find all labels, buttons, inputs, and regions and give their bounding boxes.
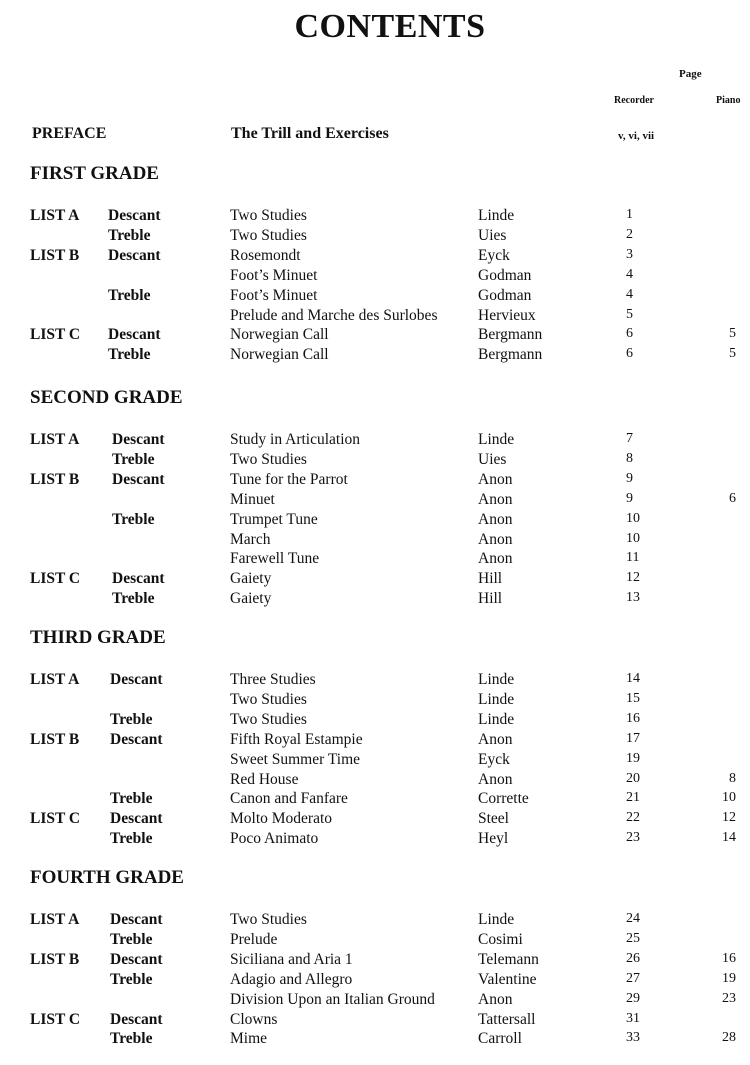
- contents-row: [0, 531, 750, 551]
- composer-name: Corrette: [478, 790, 529, 808]
- composer-name: Anon: [478, 530, 513, 548]
- voice-label: Descant: [108, 246, 161, 264]
- piece-title: Two Studies: [230, 710, 307, 728]
- recorder-page: 4: [626, 266, 633, 282]
- composer-name: Hill: [478, 590, 503, 608]
- recorder-page: 6: [626, 326, 633, 342]
- piece-title: Norwegian Call: [230, 326, 329, 344]
- contents-row: [0, 307, 750, 327]
- composer-name: Steel: [478, 810, 509, 828]
- piece-title: Poco Animato: [230, 830, 319, 848]
- recorder-page: 17: [626, 730, 640, 746]
- composer-name: Anon: [478, 470, 513, 488]
- contents-row: [0, 911, 750, 931]
- piece-title: Division Upon an Italian Ground: [230, 990, 435, 1008]
- piece-title: Two Studies: [230, 207, 307, 224]
- recorder-page: 20: [626, 770, 640, 786]
- piece-title: Sweet Summer Time: [230, 750, 361, 768]
- contents-row: [0, 830, 750, 850]
- contents-row: [0, 491, 750, 511]
- piece-title: Clowns: [230, 1010, 278, 1028]
- contents-row: [0, 671, 750, 691]
- composer-name: Uies: [478, 450, 507, 468]
- recorder-page: 25: [626, 930, 640, 946]
- piece-title: Minuet: [230, 490, 275, 508]
- piece-title: Two Studies: [230, 690, 307, 708]
- contents-row: [0, 346, 750, 366]
- piece-title: Molto Moderato: [230, 810, 333, 828]
- recorder-page: 33: [626, 1030, 640, 1046]
- composer-name: Uies: [478, 226, 507, 244]
- contents-row: [0, 207, 750, 227]
- piece-title: Study in Articulation: [230, 431, 361, 448]
- composer-name: Cosimi: [478, 930, 523, 948]
- recorder-page: 27: [626, 970, 640, 986]
- recorder-page: 24: [626, 911, 640, 926]
- piece-title: Foot’s Minuet: [230, 286, 318, 304]
- voice-label: Descant: [108, 207, 161, 224]
- list-label: LIST A: [30, 671, 80, 688]
- piece-title: Trumpet Tune: [230, 510, 318, 528]
- recorder-page: 7: [626, 431, 633, 446]
- piece-title: Tune for the Parrot: [230, 470, 348, 488]
- voice-label: Treble: [112, 590, 155, 608]
- contents-row: [0, 731, 750, 751]
- recorder-page: 29: [626, 990, 640, 1006]
- piano-column-header: Piano: [716, 95, 741, 106]
- list-label: LIST A: [30, 207, 80, 224]
- page-column-header: Page: [679, 68, 702, 80]
- recorder-page: 21: [626, 790, 640, 806]
- piece-title: Gaiety: [230, 590, 272, 608]
- composer-name: Linde: [478, 690, 515, 708]
- voice-label: Treble: [112, 450, 155, 468]
- composer-name: Godman: [478, 266, 532, 284]
- contents-row: [0, 971, 750, 991]
- voice-label: Descant: [110, 1010, 163, 1028]
- composer-name: Hill: [478, 570, 503, 588]
- piece-title: Foot’s Minuet: [230, 266, 318, 284]
- piece-title: Rosemondt: [230, 246, 301, 264]
- voice-label: Treble: [108, 226, 151, 244]
- piano-page: 10: [722, 790, 736, 806]
- contents-row: [0, 711, 750, 731]
- composer-name: Hervieux: [478, 306, 536, 324]
- voice-label: Descant: [110, 950, 163, 968]
- piece-title: Canon and Fanfare: [230, 790, 348, 808]
- recorder-page: 31: [626, 1010, 640, 1026]
- contents-row: [0, 751, 750, 771]
- contents-row: [0, 1030, 750, 1050]
- grade-heading: FIRST GRADE: [30, 163, 159, 184]
- list-label: LIST A: [30, 911, 80, 928]
- contents-row: [0, 991, 750, 1011]
- piano-page: 8: [729, 770, 736, 786]
- recorder-page: 19: [626, 750, 640, 766]
- composer-name: Anon: [478, 550, 513, 568]
- voice-label: Descant: [108, 326, 161, 344]
- piano-page: 23: [722, 990, 736, 1006]
- recorder-page: 4: [626, 286, 633, 302]
- composer-name: Anon: [478, 510, 513, 528]
- contents-row: [0, 431, 750, 451]
- recorder-page: 1: [626, 207, 633, 222]
- recorder-page: 9: [626, 490, 633, 506]
- composer-name: Heyl: [478, 830, 509, 848]
- contents-row: [0, 511, 750, 531]
- recorder-page: 10: [626, 530, 640, 546]
- piece-title: March: [230, 530, 271, 548]
- contents-row: [0, 550, 750, 570]
- grade-heading: THIRD GRADE: [30, 627, 166, 648]
- piece-title: Two Studies: [230, 911, 307, 928]
- list-label: LIST B: [30, 730, 80, 748]
- composer-name: Tattersall: [478, 1010, 536, 1028]
- preface-label: PREFACE: [32, 125, 107, 142]
- recorder-page: 6: [626, 346, 633, 362]
- recorder-page: 16: [626, 710, 640, 726]
- contents-row: [0, 951, 750, 971]
- list-label: LIST B: [30, 470, 80, 488]
- voice-label: Treble: [110, 830, 153, 848]
- recorder-page: 9: [626, 470, 633, 486]
- composer-name: Anon: [478, 490, 513, 508]
- composer-name: Linde: [478, 431, 515, 448]
- list-label: LIST C: [30, 570, 81, 588]
- piece-title: Mime: [230, 1030, 268, 1048]
- voice-label: Treble: [110, 1030, 153, 1048]
- composer-name: Carroll: [478, 1030, 522, 1048]
- piece-title: Siciliana and Aria 1: [230, 950, 353, 968]
- recorder-page: 26: [626, 950, 640, 966]
- recorder-page: 13: [626, 590, 640, 606]
- recorder-page: 5: [626, 306, 633, 322]
- piece-title: Farewell Tune: [230, 550, 320, 568]
- list-label: LIST B: [30, 950, 80, 968]
- contents-row: [0, 931, 750, 951]
- composer-name: Linde: [478, 671, 515, 688]
- composer-name: Eyck: [478, 750, 510, 768]
- contents-row: [0, 267, 750, 287]
- recorder-page: 10: [626, 510, 640, 526]
- piece-title: Adagio and Allegro: [230, 970, 353, 988]
- contents-row: [0, 471, 750, 491]
- recorder-page: 14: [626, 671, 640, 686]
- recorder-page: 11: [626, 550, 640, 566]
- list-label: LIST C: [30, 810, 81, 828]
- voice-label: Descant: [110, 810, 163, 828]
- contents-row: [0, 247, 750, 267]
- composer-name: Bergmann: [478, 346, 543, 364]
- contents-row: [0, 570, 750, 590]
- recorder-page: 2: [626, 226, 633, 242]
- recorder-column-header: Recorder: [614, 95, 654, 106]
- contents-row: [0, 326, 750, 346]
- composer-name: Godman: [478, 286, 532, 304]
- piece-title: Norwegian Call: [230, 346, 329, 364]
- composer-name: Linde: [478, 710, 515, 728]
- grade-heading: FOURTH GRADE: [30, 867, 184, 888]
- voice-label: Treble: [110, 970, 153, 988]
- contents-row: [0, 287, 750, 307]
- composer-name: Bergmann: [478, 326, 543, 344]
- contents-row: [0, 771, 750, 791]
- recorder-page: 3: [626, 246, 633, 262]
- composer-name: Valentine: [478, 970, 537, 988]
- piece-title: Prelude and Marche des Surlobes: [230, 306, 438, 324]
- page-title: CONTENTS: [294, 8, 486, 45]
- voice-label: Descant: [110, 671, 163, 688]
- list-label: LIST A: [30, 431, 80, 448]
- piano-page: 12: [722, 810, 736, 826]
- contents-row: [0, 451, 750, 471]
- voice-label: Descant: [112, 570, 165, 588]
- piece-title: Prelude: [230, 930, 278, 948]
- composer-name: Anon: [478, 730, 513, 748]
- piece-title: Three Studies: [230, 671, 316, 688]
- composer-name: Eyck: [478, 246, 510, 264]
- contents-row: [0, 590, 750, 610]
- voice-label: Treble: [108, 346, 151, 364]
- piano-page: 14: [722, 830, 736, 846]
- contents-row: [0, 790, 750, 810]
- preface-pages: v, vi, vii: [618, 130, 655, 142]
- piano-page: 28: [722, 1030, 736, 1046]
- list-label: LIST B: [30, 246, 80, 264]
- piece-title: Two Studies: [230, 226, 307, 244]
- preface-title: The Trill and Exercises: [231, 125, 389, 142]
- piano-page: 5: [729, 326, 736, 342]
- composer-name: Linde: [478, 911, 515, 928]
- voice-label: Treble: [110, 710, 153, 728]
- list-label: LIST C: [30, 1010, 81, 1028]
- recorder-page: 23: [626, 830, 640, 846]
- piano-page: 5: [729, 346, 736, 362]
- piano-page: 16: [722, 950, 736, 966]
- piano-page: 19: [722, 970, 736, 986]
- contents-row: [0, 227, 750, 247]
- contents-row: [0, 691, 750, 711]
- voice-label: Descant: [112, 470, 165, 488]
- composer-name: Linde: [478, 207, 515, 224]
- voice-label: Treble: [112, 510, 155, 528]
- contents-row: [0, 810, 750, 830]
- piano-page: 6: [729, 490, 736, 506]
- voice-label: Descant: [112, 431, 165, 448]
- composer-name: Anon: [478, 990, 513, 1008]
- composer-name: Telemann: [478, 950, 539, 968]
- voice-label: Descant: [110, 911, 163, 928]
- contents-row: [0, 1011, 750, 1031]
- piece-title: Gaiety: [230, 570, 272, 588]
- composer-name: Anon: [478, 770, 513, 788]
- piece-title: Fifth Royal Estampie: [230, 730, 363, 748]
- piece-title: Red House: [230, 770, 299, 788]
- recorder-page: 15: [626, 690, 640, 706]
- piece-title: Two Studies: [230, 450, 307, 468]
- list-label: LIST C: [30, 326, 81, 344]
- voice-label: Treble: [108, 286, 151, 304]
- recorder-page: 12: [626, 570, 640, 586]
- recorder-page: 8: [626, 450, 633, 466]
- recorder-page: 22: [626, 810, 640, 826]
- voice-label: Descant: [110, 730, 163, 748]
- grade-heading: SECOND GRADE: [30, 387, 183, 408]
- voice-label: Treble: [110, 930, 153, 948]
- voice-label: Treble: [110, 790, 153, 808]
